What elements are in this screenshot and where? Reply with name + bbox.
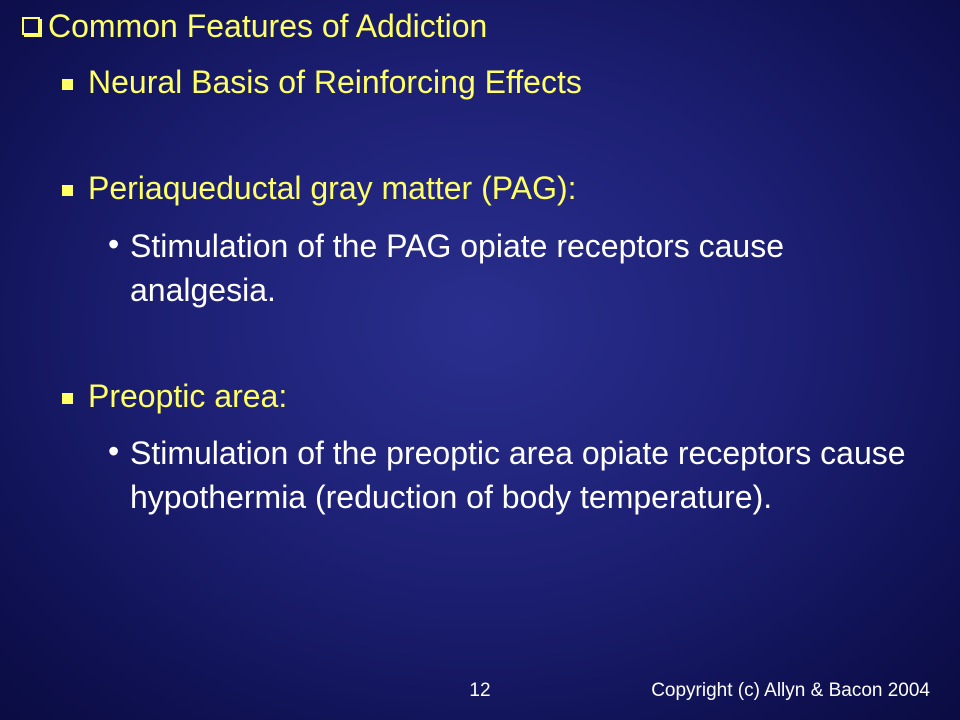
heading-preoptic-area: Preoptic area: (88, 378, 288, 414)
square-bullet-icon (62, 79, 73, 90)
dot-bullet-icon: • (108, 433, 120, 469)
slide-title-row (22, 8, 487, 45)
heading-neural-basis: Neural Basis of Reinforcing Effects (88, 64, 582, 100)
dot-bullet-icon: • (108, 226, 120, 262)
checkbox-bullet-icon (22, 17, 40, 35)
copyright-notice: Copyright (c) Allyn & Bacon 2004 (651, 680, 930, 701)
square-bullet-icon (62, 185, 73, 196)
square-bullet-icon (62, 393, 73, 404)
detail-preoptic-area: Stimulation of the preoptic area opiate receptors cause hypothermia (reduction of body temperature). (130, 435, 906, 515)
heading-pag: Periaqueductal gray matter (PAG): (88, 170, 577, 206)
page-number: 12 (469, 680, 491, 701)
detail-pag: Stimulation of the PAG opiate receptors cause analgesia. (130, 228, 784, 308)
slide-title: Common Features of Addiction (48, 8, 488, 44)
